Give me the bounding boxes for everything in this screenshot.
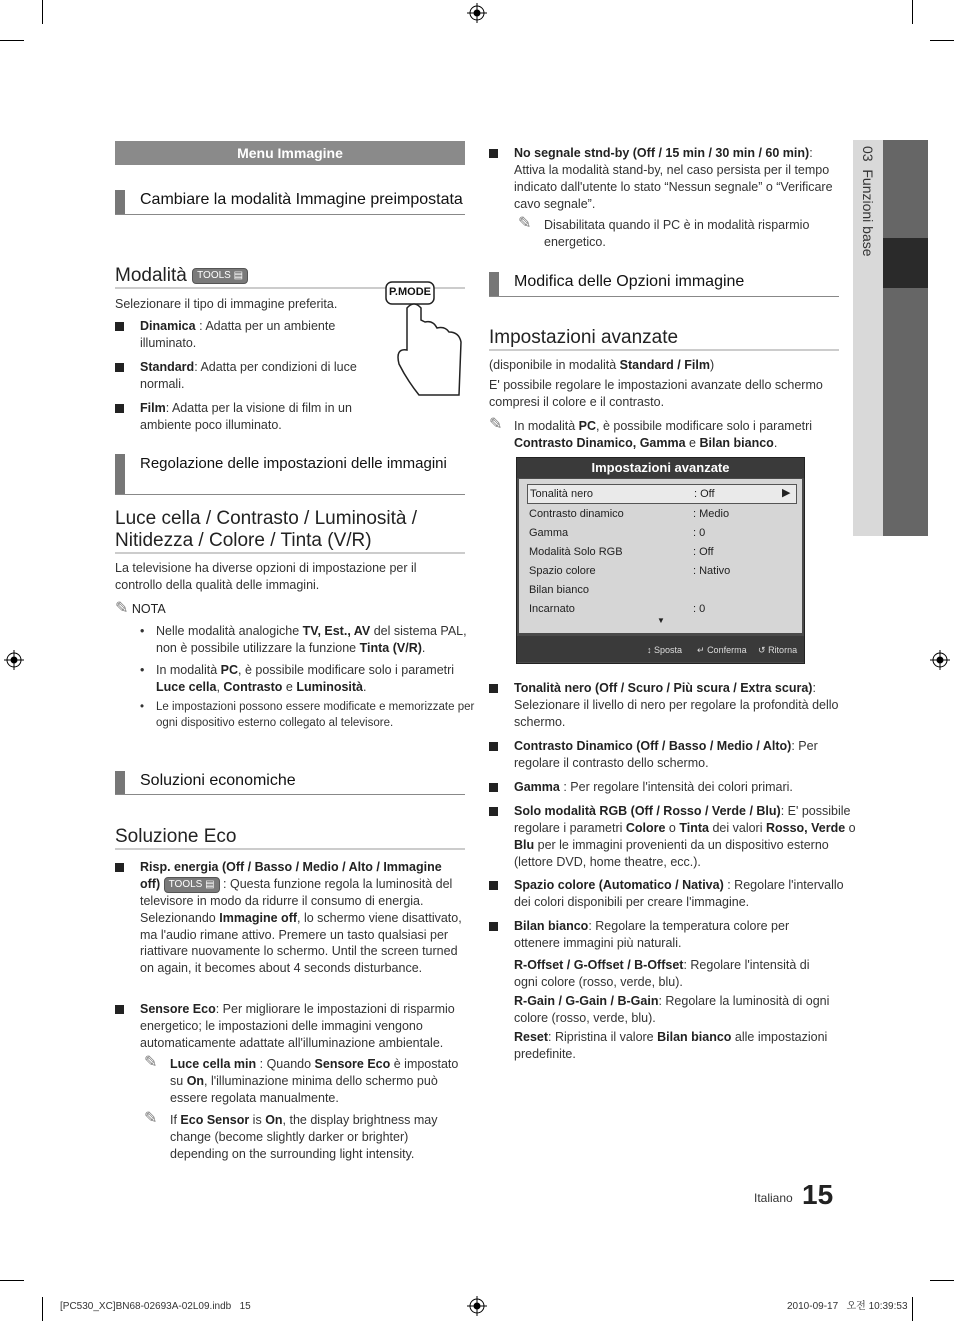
pencil-note-icon: ✎ — [489, 416, 503, 433]
sub-item: Reset: Ripristina il valore Bilan bianco alle impostazioni predefinite. — [514, 1030, 828, 1061]
note-item: ✎ If Eco Sensor is On, the display brightness may change (become slightly darker or brighter) depending on the surrounding light intensity. — [144, 1110, 438, 1161]
subhead-picture-options: Modifica delle Opzioni immagine — [489, 272, 839, 297]
pencil-note-icon: ✎ — [144, 1054, 158, 1071]
osd-row[interactable]: Spazio colore : Nativo — [529, 565, 731, 577]
scroll-down-icon[interactable]: ▼ — [657, 616, 665, 625]
subhead-picture-adjust: Regolazione delle impostazioni delle immagini — [115, 454, 465, 495]
subhead-picture-mode: Cambiare la modalità Immagine preimpostata — [115, 190, 465, 215]
list-item: Solo modalità RGB (Off / Rosso / Verde / Blu): E' possibile regolare i parametri Colore o Tinta dei valori Rosso, Verde o Blu per le immagini provenienti da un dispositivo esterno (lettore DVD, home theatre, ecc.). — [489, 803, 859, 871]
pencil-note-icon: ✎ — [115, 600, 129, 617]
note-item: ✎ Disabilitata quando il PC è in modalità risparmio energetico. — [518, 215, 810, 249]
adv-availability: (disponibile in modalità Standard / Film) — [489, 358, 715, 372]
osd-row[interactable]: Gamma : 0 — [529, 527, 706, 539]
pmode-remote-illustration — [385, 280, 465, 400]
list-item: Contrasto Dinamico (Off / Basso / Medio / Alto): Per regolare il contrasto dello schermo. — [489, 738, 859, 772]
osd-title: Impostazioni avanzate — [517, 458, 804, 478]
osd-nav-bar — [517, 636, 804, 662]
note-item: ✎ Luce cella min : Quando Sensore Eco è impostato su On, l'illuminazione minima dello schermo può essere regolata manualmente. — [144, 1054, 459, 1105]
registration-mark-icon — [930, 650, 950, 670]
updown-arrow-icon: ↕ — [647, 645, 652, 655]
list-item: Gamma : Per regolare l'intensità dei colori primari. — [489, 779, 859, 796]
osd-row-selected[interactable]: Tonalità nero : Off ▶ — [527, 484, 797, 504]
advanced-settings-osd — [516, 457, 805, 664]
list-item: Bilan bianco: Regolare la temperatura colore per ottenere immagini più naturali. — [489, 918, 834, 952]
pmode-button-label: P.MODE — [389, 286, 431, 298]
footer-file: [PC530_XC]BN68-02693A-02L09.indb 15 — [60, 1301, 251, 1312]
sub-item: R-Gain / G-Gain / B-Gain: Regolare la luminosità di ogni colore (rosso, verde, blu). — [514, 994, 830, 1025]
enter-icon: ↵ — [697, 645, 705, 655]
list-item: Tonalità nero (Off / Scuro / Più scura / Extra scura): Selezionare il livello di nero per regolare la profondità dello schermo. — [489, 680, 859, 731]
list-item: Dinamica : Adatta per un ambiente illuminato. — [115, 318, 385, 352]
list-item: Spazio colore (Automatico / Nativa) : Regolare l'intervallo dei colori disponibili per creare l'immagine. — [489, 877, 844, 911]
return-icon: ↺ — [758, 645, 766, 655]
osd-row[interactable]: Incarnato : 0 — [529, 603, 706, 615]
side-tab-title: Funzioni base — [859, 169, 876, 257]
list-item: No segnale stnd-by (Off / 15 min / 30 min / 60 min): Attiva la modalità stand-by, nel caso persista per il tempo indicato dall'utente lo stato “Nessun segnale” o “Verificare cavo segnale”. — [489, 145, 834, 213]
side-tab-number: 03 — [859, 146, 876, 162]
note-bullet: • In modalità PC, è possibile modificare solo i parametri Luce cella, Contrasto e Luminosità. — [140, 663, 455, 694]
registration-mark-icon — [467, 1296, 487, 1316]
modalita-intro: Selezionare il tipo di immagine preferita. — [115, 297, 338, 311]
osd-row[interactable]: Bilan bianco — [529, 584, 589, 596]
osd-nav-back: Ritorna — [768, 645, 798, 655]
osd-row[interactable]: Contrasto dinamico : Medio — [529, 508, 730, 520]
osd-nav-enter: Conferma — [707, 645, 747, 655]
luce-heading: Luce cella / Contrasto / Luminosità / Nitidezza / Colore / Tinta (V/R) — [115, 508, 465, 554]
subhead-eco: Soluzioni economiche — [115, 771, 465, 795]
tools-badge: TOOLS ▤ — [164, 877, 220, 893]
triangle-right-icon: ▶ — [782, 487, 791, 499]
modalita-heading: Modalità TOOLS ▤ — [115, 265, 465, 289]
osd-row[interactable]: Modalità Solo RGB : Off — [529, 546, 714, 558]
note-bullet: • Le impostazioni possono essere modificate e memorizzate per ogni dispositivo esterno collegato al televisore. — [140, 701, 475, 729]
tools-badge: TOOLS ▤ — [192, 268, 248, 284]
sub-item: R-Offset / G-Offset / B-Offset: Regolare l'intensità di ogni colore (rosso, verde, blu). — [514, 958, 810, 989]
osd-nav-move: Sposta — [654, 645, 683, 655]
menu-banner: Menu Immagine — [115, 141, 465, 165]
side-tab-dark — [883, 140, 928, 536]
side-tab-marker — [883, 238, 928, 288]
footer-language: Italiano — [754, 1191, 793, 1205]
note-bullet: • Nelle modalità analogiche TV, Est., AV del sistema PAL, non è possibile utilizzare la funzione Tinta (V/R). — [140, 624, 467, 655]
list-item: Standard: Adatta per condizioni di luce normali. — [115, 359, 385, 393]
eco-heading: Soluzione Eco — [115, 826, 465, 850]
note-label: ✎ NOTA — [115, 600, 166, 617]
pencil-note-icon: ✎ — [144, 1110, 158, 1127]
page-number: 15 — [802, 1179, 834, 1210]
footer-date: 2010-09-17 오전 10:39:53 — [787, 1301, 908, 1312]
side-tab-label — [858, 146, 877, 257]
registration-mark-icon — [4, 650, 24, 670]
list-item: Risp. energia (Off / Basso / Medio / Alto / Immagine off) TOOLS ▤ : Questa funzione regola la luminosità del televisore in modo da ridurre il consumo di energia. Selezionando Immagine off, lo schermo viene disattivato, ma l'audio rimane attivo. Premere un tasto qualsiasi per riattivare nuovamente lo schermo. Until the screen turned on again, it becomes about 4 seconds disturbance. — [115, 859, 465, 977]
luce-intro: La televisione ha diverse opzioni di impostazione per il controllo della qualità delle immagini. — [115, 561, 417, 592]
registration-mark-icon — [467, 3, 487, 23]
adv-intro: E' possibile regolare le impostazioni avanzate dello schermo compresi il colore e il contrasto. — [489, 378, 823, 409]
list-item: Sensore Eco: Per migliorare le impostazioni di risparmio energetico; le impostazioni delle immagini vengono automaticamente adattate all'illuminazione ambientale. — [115, 1001, 465, 1052]
adv-heading: Impostazioni avanzate — [489, 327, 839, 351]
pencil-note-icon: ✎ — [518, 215, 532, 232]
note-item: ✎ In modalità PC, è possibile modificare solo i parametri Contrasto Dinamico, Gamma e Bilan bianco. — [489, 416, 813, 450]
list-item: Film: Adatta per la visione di film in un ambiente poco illuminato. — [115, 400, 385, 434]
